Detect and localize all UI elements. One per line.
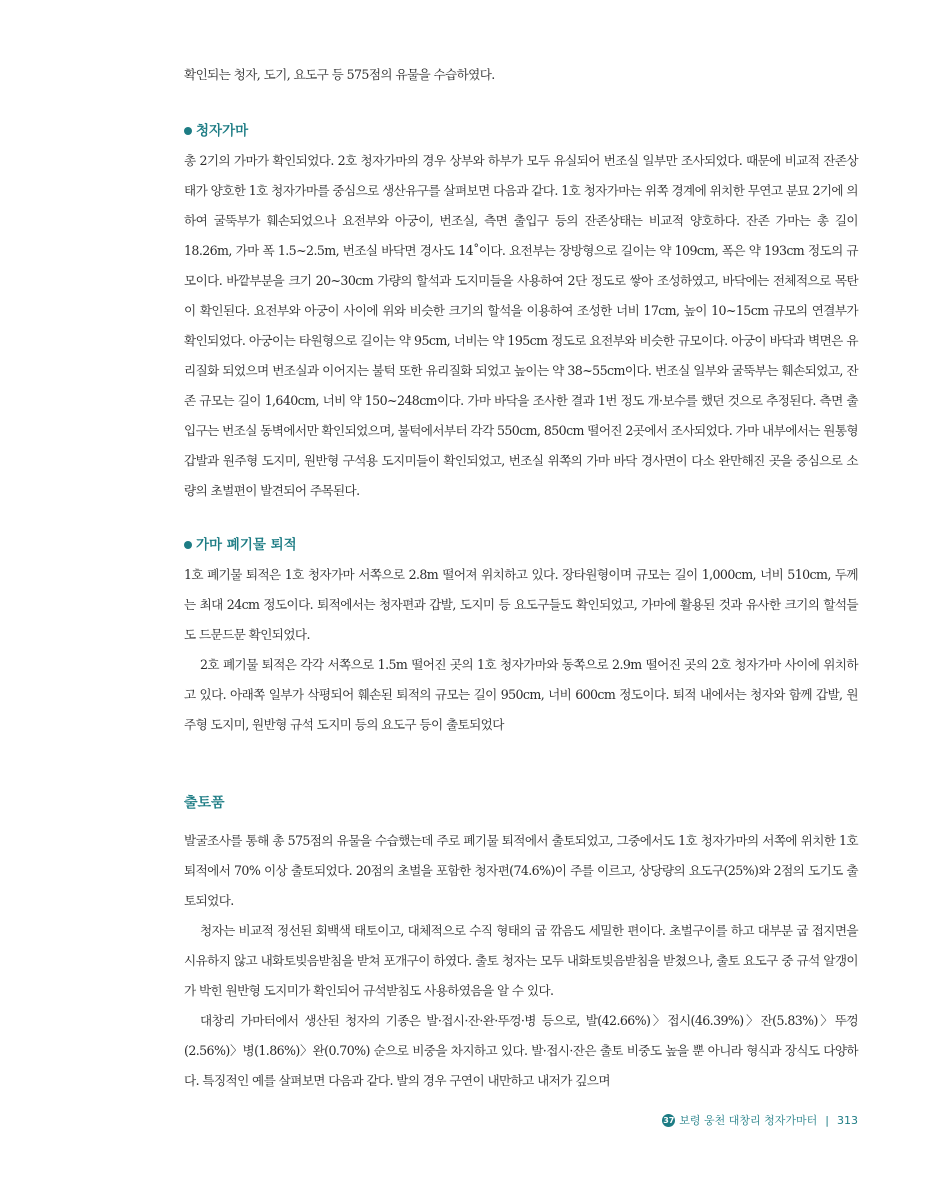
artifacts-heading: 출토품 [184, 795, 225, 811]
chapter-badge: 37 [663, 1115, 675, 1125]
waste-paragraph-2: 2호 폐기물 퇴적은 각각 서쪽으로 1.5m 떨어진 곳의 1호 청자가마와 동쪽으로 2.9m 떨어진 곳의 2호 청자가마 사이에 위치하고 있다. 아래쪽 일부가 삭평되어 훼손된 퇴적의 규모는 길이 950cm, 너비 600cm 정도이다. 퇴적 내에서는 청자와 함께 갑발, 원주형 도지미, 원반형 규석 도지미 등의 요도구 등이 출토되었다 [184, 657, 858, 732]
intro-paragraph: 확인되는 청자, 도기, 요도구 등 575점의 유물을 수습하였다. [184, 67, 495, 82]
page-number: 313 [837, 1113, 858, 1127]
page-footer [662, 1112, 858, 1128]
kiln-heading [184, 116, 858, 146]
waste-heading-text: 가마 폐기물 퇴적 [196, 537, 297, 553]
footer-separator: | [825, 1113, 829, 1127]
kiln-heading-text: 청자가마 [196, 123, 249, 139]
bullet-icon [184, 541, 192, 549]
artifacts-paragraph-2: 청자는 비교적 정선된 회백색 태토이고, 대체적으로 수직 형태의 굽 깎음도 세밀한 편이다. 초벌구이를 하고 대부분 굽 접지면을 시유하지 않고 내화토빚음받침을 받쳐 포개구이 하였다. 출토 청자는 모두 내화토빚음받침을 받쳤으나, 출토 요도구 중 규석 알갱이가 박힌 원반형 도지미가 확인되어 규석받침도 사용하였음을 알 수 있다. [184, 923, 858, 998]
artifacts-paragraph-3: 대창리 가마터에서 생산된 청자의 기종은 발·접시·잔·완·뚜껑·병 등으로, 발(42.66%)〉접시(46.39%)〉잔(5.83%)〉뚜껑(2.56%)〉병(1.86%)〉완(0.70%) 순으로 비중을 차지하고 있다. 발·접시·잔은 출토 비중도 높을 뿐 아니라 형식과 장식도 다양하다. 특징적인 예를 살펴보면 다음과 같다. 발의 경우 구연이 내만하고 내저가 깊으며 [184, 1013, 858, 1088]
kiln-paragraph: 총 2기의 가마가 확인되었다. 2호 청자가마의 경우 상부와 하부가 모두 유실되어 번조실 일부만 조사되었다. 때문에 비교적 잔존상태가 양호한 1호 청자가마를 중심으로 생산유구를 살펴보면 다음과 같다. 1호 청자가마는 위쪽 경계에 위치한 무연고 분묘 2기에 의하여 굴뚝부가 훼손되었으나 요전부와 아궁이, 번조실, 측면 출입구 등의 잔존상태는 비교적 양호하다. 잔존 가마는 총 길이 18.26m, 가마 폭 1.5~2.5m, 번조실 바닥면 경사도 14˚이다. 요전부는 장방형으로 길이는 약 109cm, 폭은 약 193cm 정도의 규모이다. 바깥부분을 크기 20~30cm 가량의 할석과 도지미들을 사용하여 2단 정도로 쌓아 조성하였고, 바닥에는 전체적으로 목탄이 확인된다. 요전부와 아궁이 사이에 위와 비슷한 크기의 할석을 이용하여 조성한 너비 17cm, 높이 10~15cm 규모의 연결부가 확인되었다. 아궁이는 타원형으로 길이는 약 95cm, 너비는 약 195cm 정도로 요전부와 비슷한 규모이다. 아궁이 바닥과 벽면은 유리질화 되었으며 번조실과 이어지는 불턱 또한 유리질화 되었고 높이는 약 38~55cm이다. 번조실 일부와 굴뚝부는 훼손되었고, 잔존 규모는 길이 1,640cm, 너비 약 150~248cm이다. 가마 바닥을 조사한 결과 1번 정도 개·보수를 했던 것으로 추정된다. 측면 출입구는 번조실 동벽에서만 확인되었으며, 불턱에서부터 각각 550cm, 850cm 떨어진 2곳에서 조사되었다. 가마 내부에서는 원통형 갑발과 원주형 도지미, 원반형 구석용 도지미들이 확인되었고, 번조실 위쪽의 가마 바닥 경사면이 다소 완만해진 곳을 중심으로 소량의 초벌편이 발견되어 주목된다. [184, 153, 858, 498]
page-body [184, 60, 858, 1096]
artifacts-paragraph-1: 발굴조사를 통해 총 575점의 유물을 수습했는데 주로 폐기물 퇴적에서 출토되었고, 그중에서도 1호 청자가마의 서쪽에 위치한 1호 퇴적에서 70% 이상 출토되었다. 20점의 초벌을 포함한 청자편(74.6%)이 주를 이르고, 상당량의 요도구(25%)와 2점의 도기도 출토되었다. [184, 833, 858, 908]
footer-title: 보령 웅천 대창리 청자가마터 [679, 1114, 818, 1127]
waste-paragraph-1: 1호 폐기물 퇴적은 1호 청자가마 서쪽으로 2.8m 떨어져 위치하고 있다. 장타원형이며 규모는 길이 1,000cm, 너비 510cm, 두께는 최대 24cm 정도이다. 퇴적에서는 청자편과 갑발, 도지미 등 요도구들도 확인되었고, 가마에 활용된 것과 유사한 크기의 할석들도 드문드문 확인되었다. [184, 567, 858, 642]
bullet-icon [184, 127, 192, 135]
waste-heading [184, 530, 858, 560]
